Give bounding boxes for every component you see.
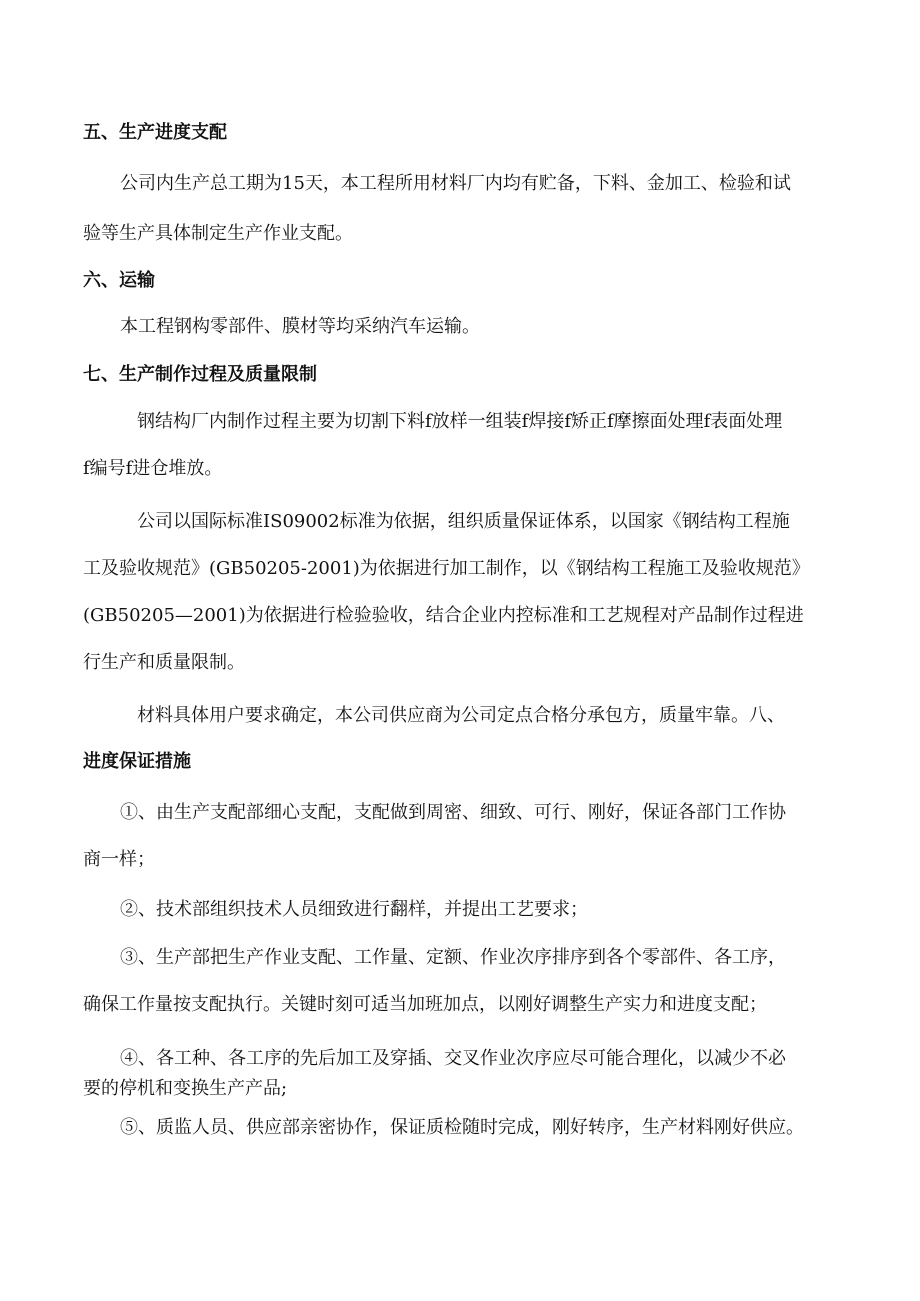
list-item-line: 商一样； xyxy=(83,849,155,870)
list-item-line: ①、由生产支配部细心支配，支配做到周密、细致、可行、刚好，保证各部门工作协 xyxy=(120,802,786,823)
paragraph-line: 钢结构厂内制作过程主要为切割下料f放样一组装f焊接f矫正f摩擦面处理f表面处理 xyxy=(137,411,783,432)
list-item-line: 要的停机和变换生产产品; xyxy=(83,1078,288,1099)
section-heading-5: 五、生产进度支配 xyxy=(83,122,227,143)
paragraph-line: 公司以国际标准IS09002标准为依据，组织质量保证体系，以国家《钢结构工程施 xyxy=(137,511,790,532)
paragraph-line: 工及验收规范》(GB50205-2001)为依据进行加工制作，以《钢结构工程施工及验收规范》 xyxy=(83,558,810,579)
list-item-line: ③、生产部把生产作业支配、工作量、定额、作业次序排序到各个零部件、各工序， xyxy=(120,947,786,968)
paragraph-line: f编号f进仓堆放。 xyxy=(83,458,223,479)
list-item-line: ②、技术部组织技术人员细致进行翻样，并提出工艺要求； xyxy=(120,899,588,920)
list-item-line: ④、各工种、各工序的先后加工及穿插、交叉作业次序应尽可能合理化，以减少不必 xyxy=(120,1048,786,1069)
list-item-line: 确保工作量按支配执行。关键时刻可适当加班加点，以刚好调整生产实力和进度支配； xyxy=(83,994,767,1015)
list-item-line: ⑤、质监人员、供应部亲密协作，保证质检随时完成，刚好转序，生产材料刚好供应。 xyxy=(120,1117,804,1138)
paragraph-line: 材料具体用户要求确定，本公司供应商为公司定点合格分承包方，质量牢靠。八、 xyxy=(137,705,785,726)
paragraph-line: (GB50205—2001)为依据进行检验验收，结合企业内控标准和工艺规程对产品制作过程进 xyxy=(83,605,804,626)
paragraph-line: 公司内生产总工期为15天，本工程所用材料厂内均有贮备，下料、金加工、检验和试 xyxy=(120,173,791,194)
paragraph-line: 本工程钢构零部件、膜材等均采纳汽车运输。 xyxy=(120,316,480,337)
section-heading-7: 七、生产制作过程及质量限制 xyxy=(83,364,317,385)
paragraph-line: 行生产和质量限制。 xyxy=(83,652,245,673)
section-heading-8: 进度保证措施 xyxy=(83,751,191,772)
paragraph-line: 验等生产具体制定生产作业支配。 xyxy=(83,223,353,244)
section-heading-6: 六、运输 xyxy=(83,270,155,291)
